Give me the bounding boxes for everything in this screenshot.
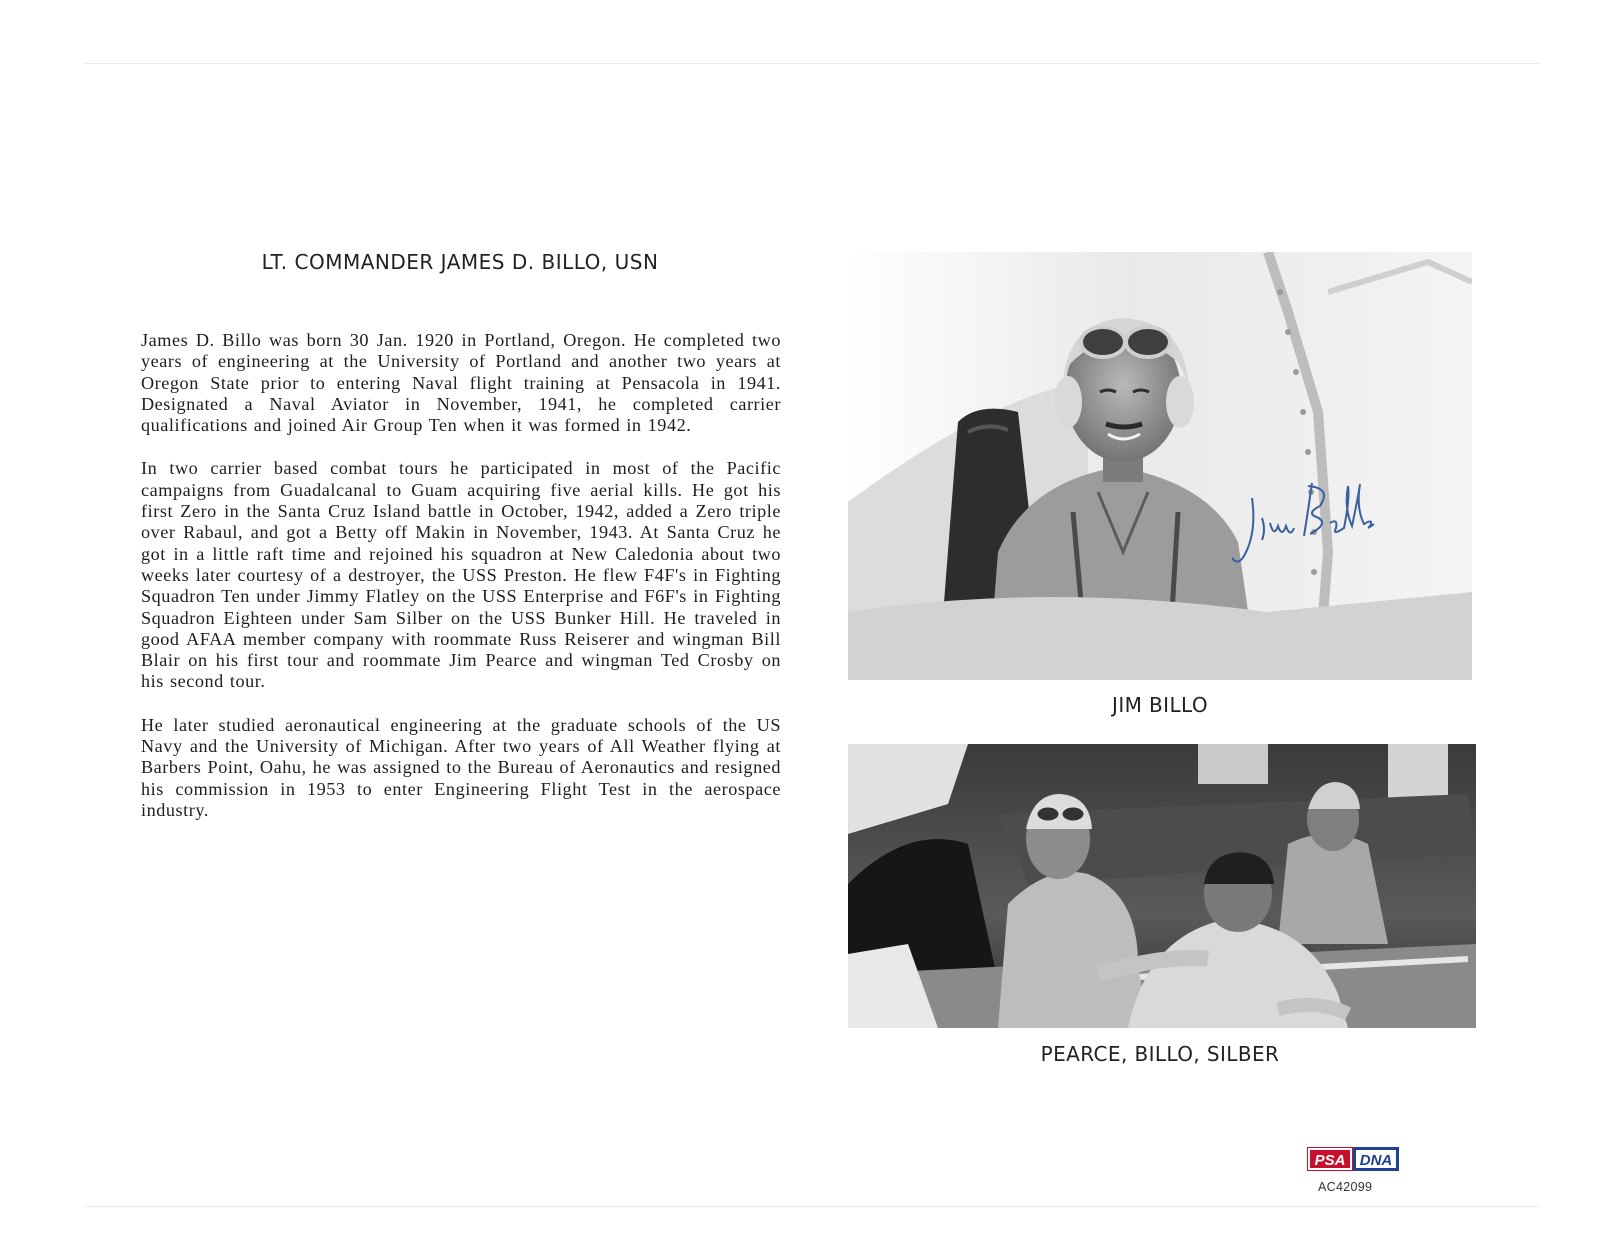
bio-paragraph-1: James D. Billo was born 30 Jan. 1920 in Portland, Oregon. He completed two years of engineering at the University of Portland and another two years at Oregon State prior to entering Naval flight training at Pensacola in 1941. Designated a Naval Aviator in November, 1941, he completed carrier qualifications and joined Air Group Ten when it was formed in 1942.	[141, 330, 781, 436]
top-rule	[84, 63, 1540, 64]
bottom-rule	[84, 1206, 1540, 1207]
svg-text:DNA: DNA	[1359, 1152, 1393, 1169]
autograph-signature	[1232, 478, 1402, 578]
page-title: LT. COMMANDER JAMES D. BILLO, USN	[261, 250, 659, 274]
photo-caption-group: PEARCE, BILLO, SILBER	[1040, 1042, 1280, 1066]
pilots-group-photo	[848, 744, 1476, 1028]
pilot-in-cockpit-photo	[848, 252, 1472, 680]
bio-paragraph-2: In two carrier based combat tours he participated in most of the Pacific campaigns from Guadalcanal to Guam acquiring five aerial kills. He got his first Zero in the Santa Cruz Island battle in October, 1942, added a Zero triple over Rabaul, and got a Betty off Makin in November, 1943. At Santa Cruz he got in a little raft time and rejoined his squadron at New Caledonia about two weeks later courtesy of a destroyer, the USS Preston. He flew F4F's in Fighting Squadron Ten under Jimmy Flatley on the USS Enterprise and F6F's in Fighting Squadron Eighteen under Sam Silber on the USS Bunker Hill. He traveled in good AFAA member company with roommate Russ Reiserer and wingman Bill Blair on his first tour and roommate Jim Pearce and wingman Ted Crosby on his second tour.	[141, 458, 781, 692]
certificate-number: AC42099	[1318, 1180, 1373, 1194]
photo-caption-jim-billo: JIM BILLO	[1112, 693, 1208, 717]
bio-paragraph-3: He later studied aeronautical engineering at the graduate schools of the US Navy and the University of Michigan. After two years of All Weather flying at Barbers Point, Oahu, he was assigned to the Bureau of Aeronautics and resigned his commission in 1953 to enter Engineering Flight Test in the aerospace industry.	[141, 714, 781, 820]
biography	[141, 330, 781, 843]
svg-text:PSA: PSA	[1314, 1152, 1346, 1169]
psa-dna-logo	[1307, 1147, 1399, 1171]
